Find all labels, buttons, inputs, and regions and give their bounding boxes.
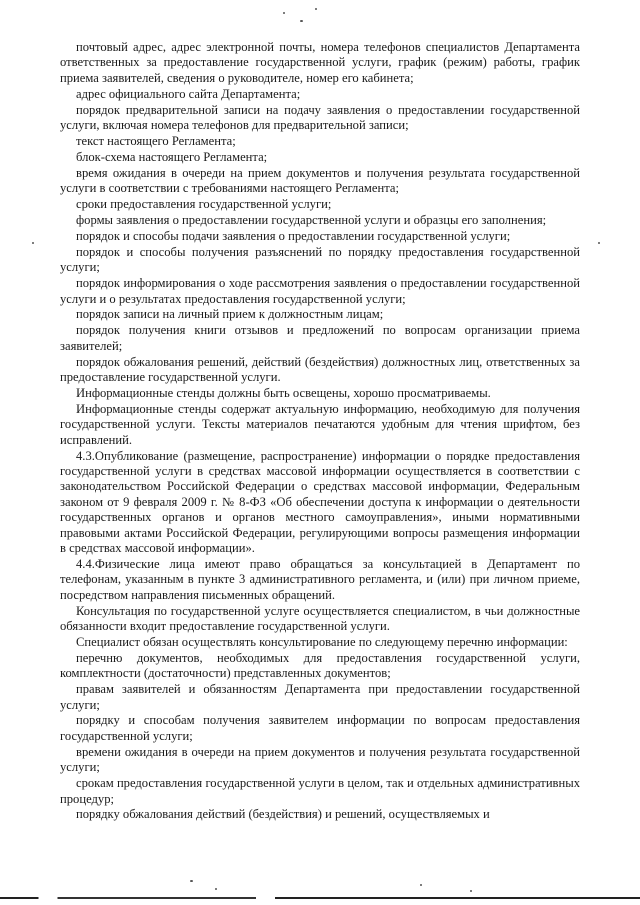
paragraph: текст настоящего Регламента; — [76, 133, 236, 148]
paragraph: время ожидания в очереди на прием документов и получения результата государственной услуги в соответствии с требованиями настоящего Регламента; — [60, 165, 580, 196]
paragraph: порядку и способам получения заявителем информации по вопросам предоставления государственной услуги; — [60, 713, 580, 743]
paragraph: Специалист обязан осуществлять консультирование по следующему перечню информации: — [76, 634, 568, 649]
paragraph: порядок предварительной записи на подачу заявления о предоставлении государственной услуги, включая номера телефонов для предварительной записи; — [60, 102, 580, 133]
paragraph: перечню документов, необходимых для предоставления государственной услуги, комплектности (достаточности) представленных документов; — [60, 650, 580, 681]
scan-speck — [283, 12, 285, 14]
scan-speck — [300, 20, 303, 22]
paragraph: формы заявления о предоставлении государственной услуги и образцы его заполнения; — [76, 212, 547, 227]
paragraph: сроки предоставления государственной услуги; — [76, 197, 332, 212]
paragraph: порядок информирования о ходе рассмотрения заявления о предоставлении государственной услуги и о результатах предоставления государственной услуги; — [60, 276, 580, 306]
paragraph: почтовый адрес, адрес электронной почты, номера телефонов специалистов Департамента ответственных за предоставление государственной услуги, график (режим) работы, график приема заявителей, сведения о руководителе, номер его кабинета; — [60, 40, 580, 85]
paragraph: порядок и способы получения разъяснений по порядку предоставления государственной услуги; — [60, 244, 580, 275]
paragraph: адрес официального сайта Департамента; — [76, 86, 301, 101]
scan-speck — [315, 8, 317, 10]
paragraph: срокам предоставления государственной услуги в целом, так и отдельных административных процедур; — [60, 776, 580, 806]
paragraph: порядок записи на личный прием к должностным лицам; — [76, 307, 384, 322]
scan-speck — [470, 890, 472, 892]
paragraph: 4.3.Опубликование (размещение, распространение) информации о порядке предоставления государственной услуги в средствах массовой информации осуществляется в соответствии с законодательством Российской Федерации о средствах массовой информации, Федеральным законом от 9 февраля 2009 г. № 8-ФЗ «Об обеспечении доступа к информации о деятельности государственных органов и органов местного самоуправления», иными нормативными правовыми актами Российской Федерации, регулирующими вопросы размещения информации в средствах массовой информации». — [60, 448, 580, 555]
paragraph: Информационные стенды содержат актуальную информацию, необходимую для получения государственной услуги. Тексты материалов печатаются удобным для чтения шрифтом, без исправлений. — [60, 401, 580, 447]
paragraph: правам заявителей и обязанностям Департамента при предоставлении государственной услуги; — [60, 682, 580, 712]
scan-speck — [215, 888, 217, 890]
scan-speck — [598, 242, 600, 244]
paragraph: порядок обжалования решений, действий (бездействия) должностных лиц, ответственных за предоставление государственной услуги. — [60, 354, 580, 385]
scan-speck — [420, 884, 422, 886]
scan-speck — [32, 242, 34, 244]
paragraph: 4.4.Физические лица имеют право обращаться за консультацией в Департамент по телефонам, указанным в пункте 3 административного регламента, и (или) при личном приеме, посредством направления письменных обращений. — [60, 556, 580, 602]
paragraph: порядок и способы подачи заявления о предоставлении государственной услуги; — [76, 228, 511, 243]
paragraph: времени ожидания в очереди на прием документов и получения результата государственной услуги; — [60, 744, 580, 775]
paragraph: Информационные стенды должны быть освещены, хорошо просматриваемы. — [76, 385, 491, 400]
paragraph: порядок получения книги отзывов и предложений по вопросам организации приема заявителей; — [60, 323, 580, 353]
scan-edge-line — [0, 897, 640, 899]
paragraph: порядку обжалования действий (бездействия) и решений, осуществляемых и — [76, 807, 490, 822]
paragraph: Консультация по государственной услуге осуществляется специалистом, в чьи должностные обязанности входит предоставление государственной услуги. — [60, 603, 580, 634]
scan-speck — [190, 880, 193, 882]
document-text — [60, 40, 580, 823]
paragraph: блок-схема настоящего Регламента; — [76, 149, 268, 164]
